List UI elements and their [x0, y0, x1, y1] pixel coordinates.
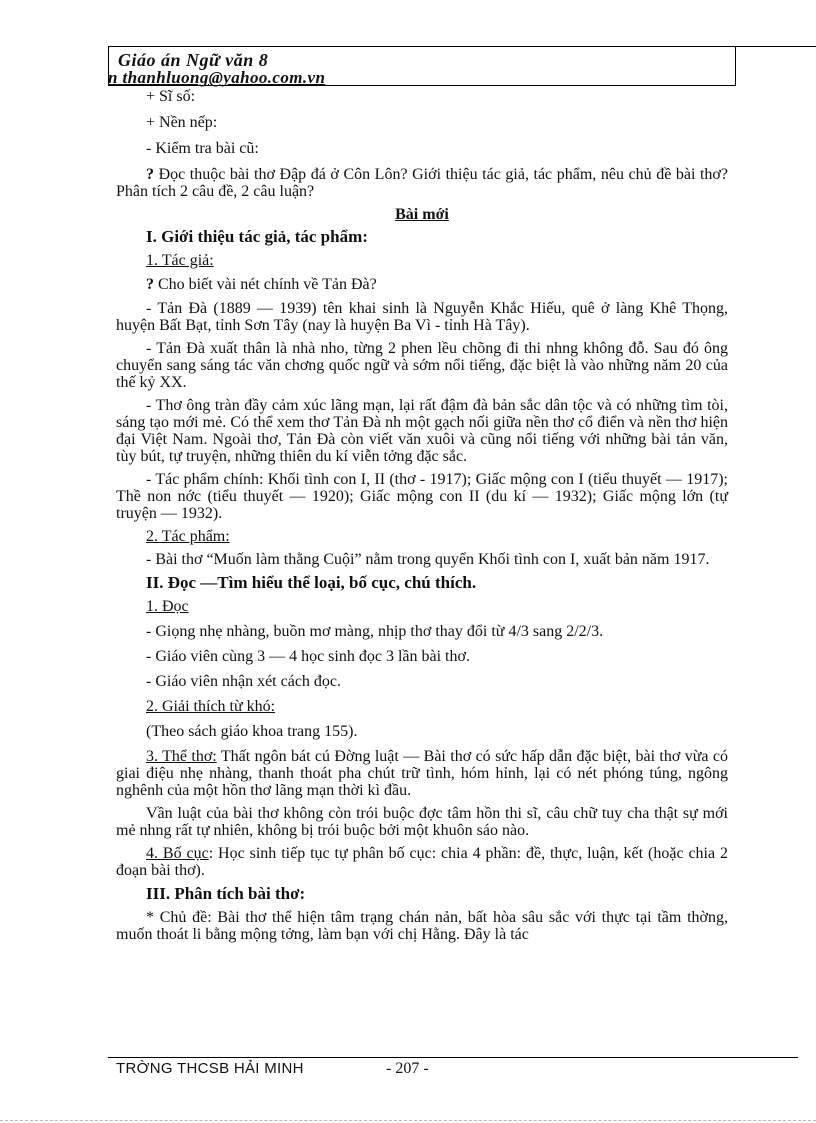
bo-cuc-text: : Học sinh tiếp tục tự phân bố cục: chia 4 phần: đề, thực, luận, kết (hoặc chia 2 đoạn bài thơ).: [116, 845, 729, 879]
footer-rule: [108, 1057, 798, 1058]
document-body: [116, 88, 728, 943]
line-reading-count: - Giáo viên cùng 3 — 4 học sinh đọc 3 lần bài thơ.: [146, 648, 470, 665]
section-2-heading: II. Đọc —Tìm hiểu thể loại, bố cục, chú thích.: [146, 573, 477, 592]
paragraph-the-tho: [116, 748, 728, 799]
bo-cuc-label: 4. Bố cục: [146, 845, 209, 862]
footer-school-name: TRỜNG THCSB HẢI MINH: [116, 1060, 304, 1077]
line-reading-tone: - Giọng nhẹ nhàng, buồn mơ màng, nhịp thơ thay đổi từ 4/3 sang 2/2/3.: [146, 623, 604, 640]
question-tan-da: [116, 276, 728, 293]
section-3-heading: III. Phân tích bài thơ:: [146, 884, 306, 903]
paragraph-bo-cuc: [116, 845, 728, 879]
paragraph-van-luat: Vần luật của bài thơ không còn trói buộc đợc tâm hồn thi sĩ, câu chữ tuy cha thật sự mới mẻ nhng rất tự nhiên, không bị trói buộc bởi một khuôn sáo nào.: [116, 805, 728, 839]
paragraph-main-works: - Tác phẩm chính: Khối tình con I, II (thơ - 1917); Giấc mộng con I (tiểu thuyết — 1917); Thề non nớc (tiểu thuyết — 1920); Giấc mộng con II (du kí — 1932); Giấc mộng lớn (tự truyện — 1932).: [116, 471, 728, 522]
paragraph-chu-de: * Chủ đề: Bài thơ thể hiện tâm trạng chán nản, bất hòa sâu sắc với thực tại tầm thờng, muốn thoát li bằng mộng tởng, làm bạn với chị Hằng. Đây là tác: [116, 909, 728, 943]
footer-page-number: - 207 -: [386, 1060, 429, 1077]
line-kiem-tra: - Kiểm tra bài cũ:: [146, 140, 259, 157]
subheading-doc: 1. Đọc: [146, 598, 189, 615]
the-tho-text: Thất ngôn bát cú Đờng luật — Bài thơ có sức hấp dẫn đặc biệt, bài thơ vừa có giai điệu nhẹ nhàng, thanh thoát pha chút trữ tình, hóm hỉnh, lại có nét phóng túng, ngông nghênh của một hồn thơ lãng mạn thời kì đầu.: [116, 748, 729, 799]
heading-bai-moi: Bài mới: [395, 206, 449, 223]
the-tho-label: 3. Thể thơ:: [146, 748, 217, 765]
line-textbook-ref: (Theo sách giáo khoa trang 155).: [146, 723, 358, 740]
subheading-giai-thich: 2. Giải thích từ khó:: [146, 698, 276, 715]
question-mark: ?: [146, 276, 154, 293]
section-1-heading: I. Giới thiệu tác giả, tác phẩm:: [146, 227, 368, 246]
line-reading-feedback: - Giáo viên nhận xét cách đọc.: [146, 673, 342, 690]
subheading-tac-pham: 2. Tác phẩm:: [146, 528, 230, 545]
subheading-tac-gia: 1. Tác giả:: [146, 252, 214, 269]
question-old-lesson: [116, 166, 728, 200]
question-mark: ?: [146, 166, 154, 183]
header-title: Giáo án Ngữ văn 8: [118, 50, 269, 70]
line-nen-nep: + Nền nếp:: [146, 114, 218, 131]
line-si-so: + Sĩ số:: [146, 88, 196, 105]
header-email: n thanhluong@yahoo.com.vn: [108, 68, 326, 87]
paragraph-work-info: - Bài thơ “Muốn làm thằng Cuội” nằm trong quyển Khối tình con I, xuất bản năm 1917.: [146, 551, 710, 568]
paragraph-author-bio: - Tản Đà (1889 — 1939) tên khai sinh là Nguyễn Khắc Hiếu, quê ở làng Khê Thọng, huyện Bất Bạt, tỉnh Sơn Tây (nay là huyện Ba Vì - tỉnh Hà Tây).: [116, 300, 728, 334]
page-edge: [0, 1120, 816, 1121]
question-text: Cho biết vài nét chính về Tản Đà?: [154, 276, 377, 293]
question-text: Đọc thuộc bài thơ Đập đá ở Côn Lôn? Giới thiệu tác giả, tác phẩm, nêu chủ đề bài thơ? Phân tích 2 câu đề, 2 câu luận?: [116, 166, 728, 200]
paragraph-author-career: - Tản Đà xuất thân là nhà nho, từng 2 phen lều chõng đi thi nhng không đỗ. Sau đó ông chuyển sang sáng tác văn chơng quốc ngữ và sớm nổi tiếng, đặc biệt là vào những năm 20 của thế kỷ XX.: [116, 340, 728, 391]
paragraph-author-style: - Thơ ông tràn đầy cảm xúc lãng mạn, lại rất đậm đà bản sắc dân tộc và có những tìm tòi, sáng tạo mới mẻ. Có thể xem thơ Tản Đà nh một gạch nối giữa nền thơ cổ điển và nền thơ hiện đại Việt Nam. Ngoài thơ, Tản Đà còn viết văn xuôi và cũng nổi tiếng với những bài tản văn, tùy bút, tự truyện, những thiên du kí viễn tởng đặc sắc.: [116, 397, 728, 465]
